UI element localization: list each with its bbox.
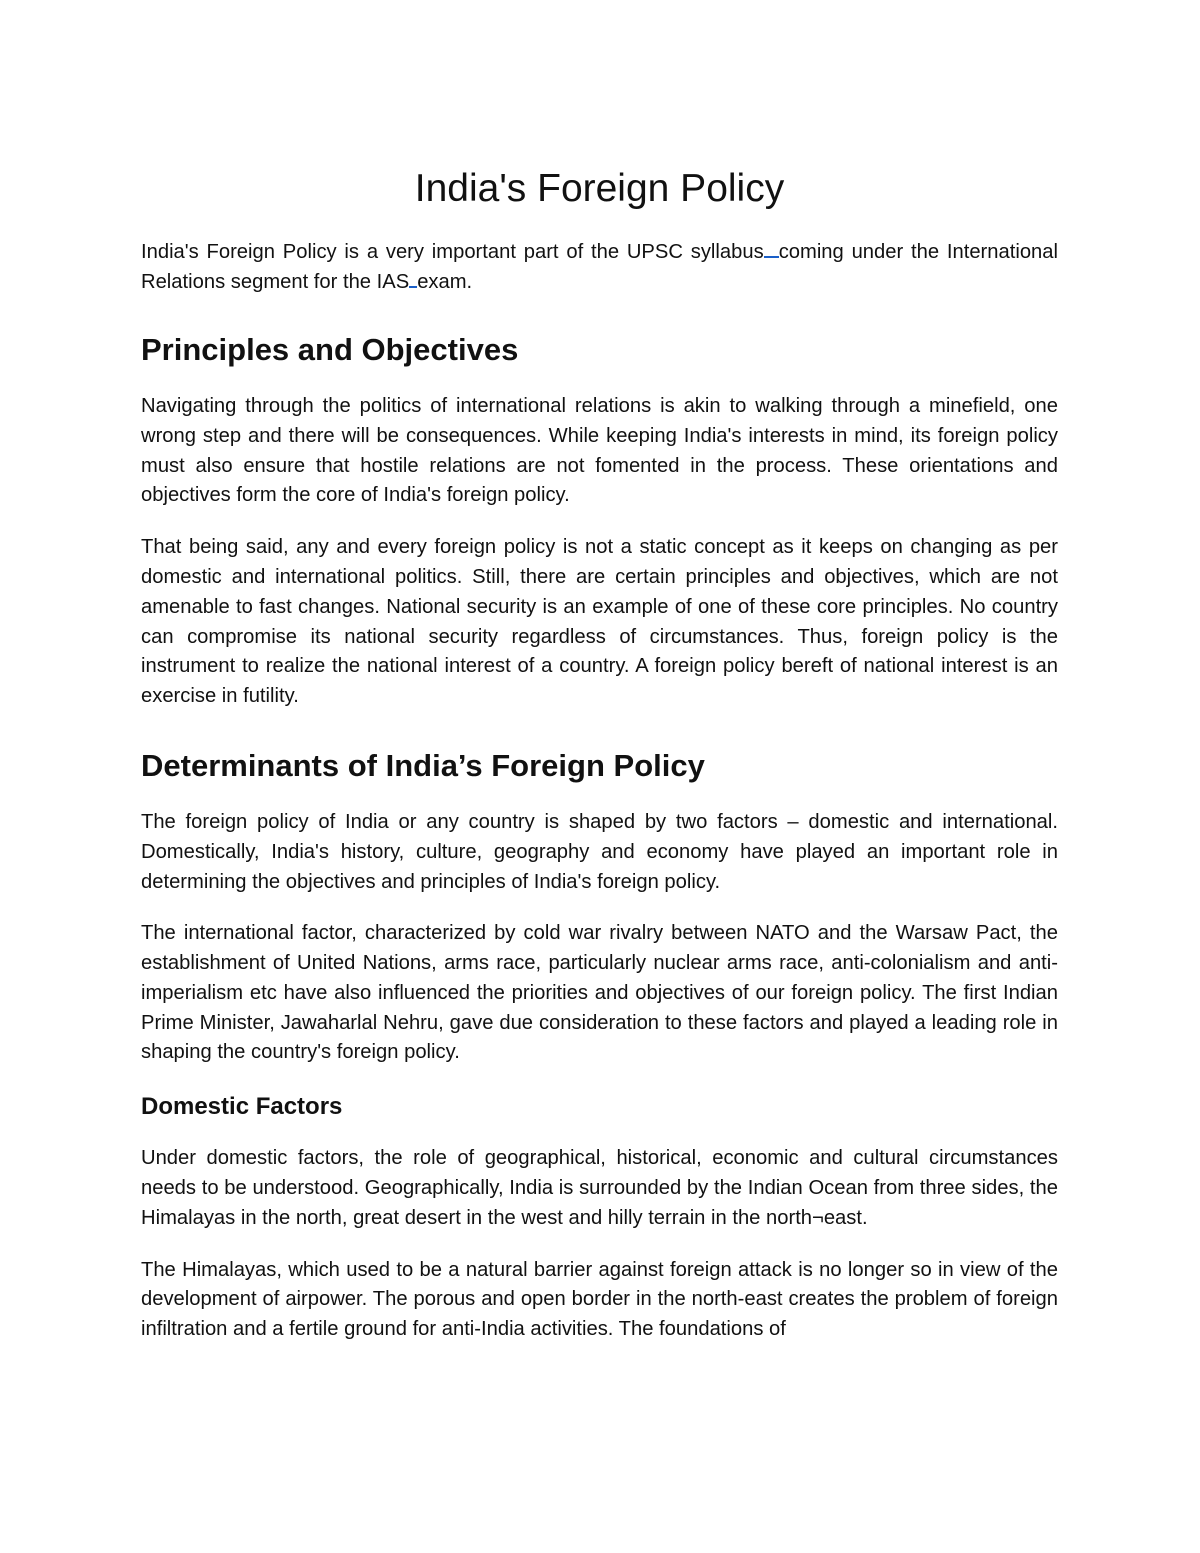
document-title: India's Foreign Policy (414, 167, 785, 210)
section-heading-determinants: Determinants of India’s Foreign Policy (141, 747, 705, 783)
link-underline[interactable] (409, 268, 417, 288)
paragraph: The Himalayas, which used to be a natural barrier against foreign attack is no longer so in view of the development of airpower. The porous and open border in the north-east creates the problem of foreign infiltration and a fertile ground for anti-India activities. The foundations of (141, 1258, 1058, 1341)
intro-text-3: exam. (417, 271, 473, 294)
subsection-heading-domestic-factors: Domestic Factors (141, 1093, 343, 1121)
document-page (141, 160, 1058, 1367)
section-heading-principles: Principles and Objectives (141, 331, 519, 367)
paragraph: Navigating through the politics of international relations is akin to walking through a minefield, one wrong step and there will be consequences. While keeping India's interests in mind, its foreign policy must also ensure that hostile relations are not fomented in the process. These orientations and objectives form the core of India's foreign policy. (141, 394, 1058, 507)
paragraph: That being said, any and every foreign policy is not a static concept as it keeps on changing as per domestic and international politics. Still, there are certain principles and objectives, which are not amenable to fast changes. National security is an example of one of these core principles. No country can compromise its national security regardless of circumstances. Thus, foreign policy is the instrument to realize the national interest of a country. A foreign policy bereft of national interest is an exercise in futility. (141, 536, 1058, 708)
link-underline[interactable] (764, 238, 779, 258)
paragraph: Under domestic factors, the role of geographical, historical, economic and cultural circumstances needs to be understood. Geographically, India is surrounded by the Indian Ocean from three sides, the Himalayas in the north, great desert in the west and hilly terrain in the north¬east. (141, 1147, 1058, 1229)
paragraph: The foreign policy of India or any country is shaped by two factors – domestic and international. Domestically, India's history, culture, geography and economy have played an important role in determining the objectives and principles of India's foreign policy. (141, 810, 1058, 893)
intro-paragraph (141, 238, 1058, 298)
intro-text-2: coming under the International Relations segment for the IAS (141, 241, 1058, 294)
paragraph: The international factor, characterized by cold war rivalry between NATO and the Warsaw Pact, the establishment of United Nations, arms race, particularly nuclear arms race, anti-colonialism and anti-imperialism etc have also influenced the priorities and objectives of our foreign policy. The first Indian Prime Minister, Jawaharlal Nehru, gave due consideration to these factors and played a leading role in shaping the country's foreign policy. (141, 922, 1058, 1064)
intro-text-1: India's Foreign Policy is a very important part of the UPSC syllabus (141, 241, 764, 264)
